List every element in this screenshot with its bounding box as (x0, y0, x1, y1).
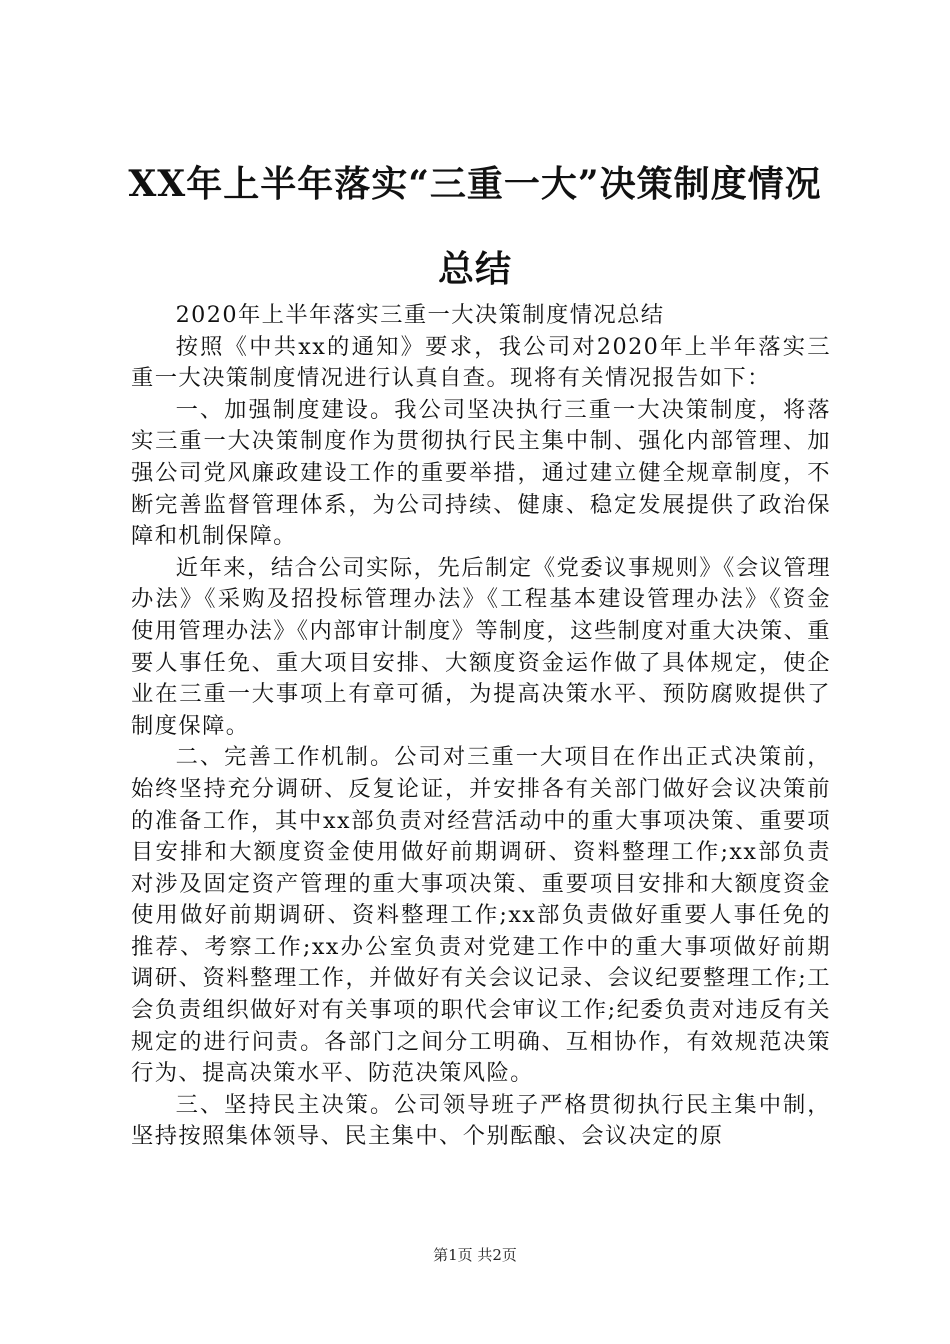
paragraph-section-3: 三、坚持民主决策。公司领导班子严格贯彻执行民主集中制，坚持按照集体领导、民主集中、个别酝酿、会议决定的原 (131, 1091, 831, 1150)
document-title-line-2: 总结 (437, 248, 512, 290)
paragraph-intro: 按照《中共xx的通知》要求，我公司对2020年上半年落实三重一大决策制度情况进行认真自查。现将有关情况报告如下： (131, 333, 831, 392)
document-subtitle: 2020年上半年落实三重一大决策制度情况总结 (175, 302, 665, 328)
document-body (131, 300, 831, 1153)
paragraph-section-1-detail: 近年来，结合公司实际，先后制定《党委议事规则》《会议管理办法》《采购及招投标管理办法》《工程基本建设管理办法》《资金使用管理办法》《内部审计制度》等制度，这些制度对重大决策、重要人事任免、重大项目安排、大额度资金运作做了具体规定，使企业在三重一大事项上有章可循，为提高决策水平、预防腐败提供了制度保障。 (131, 554, 831, 739)
paragraph-section-2: 二、完善工作机制。公司对三重一大项目在作出正式决策前，始终坚持充分调研、反复论证，并安排各有关部门做好会议决策前的准备工作，其中xx部负责对经营活动中的重大事项决策、重要项目安排和大额度资金使用做好前期调研、资料整理工作;xx部负责对涉及固定资产管理的重大事项决策、重要项目安排和大额度资金使用做好前期调研、资料整理工作;xx部负责做好重要人事任免的推荐、考察工作;xx办公室负责对党建工作中的重大事项做好前期调研、资料整理工作，并做好有关会议记录、会议纪要整理工作;工会负责组织做好对有关事项的职代会审议工作;纪委负责对违反有关规定的进行问责。各部门之间分工明确、互相协作，有效规范决策行为、提高决策水平、防范决策风险。 (131, 744, 831, 1087)
page-number-footer: 第1页 共2页 (433, 1246, 517, 1264)
paragraph-section-1: 一、加强制度建设。我公司坚决执行三重一大决策制度，将落实三重一大决策制度作为贯彻执行民主集中制、强化内部管理、加强公司党风廉政建设工作的重要举措，通过建立健全规章制度，不断完善监督管理体系，为公司持续、健康、稳定发展提供了政治保障和机制保障。 (131, 396, 831, 550)
document-title-line-1: XX年上半年落实“三重一大”决策制度情况 (128, 163, 822, 205)
